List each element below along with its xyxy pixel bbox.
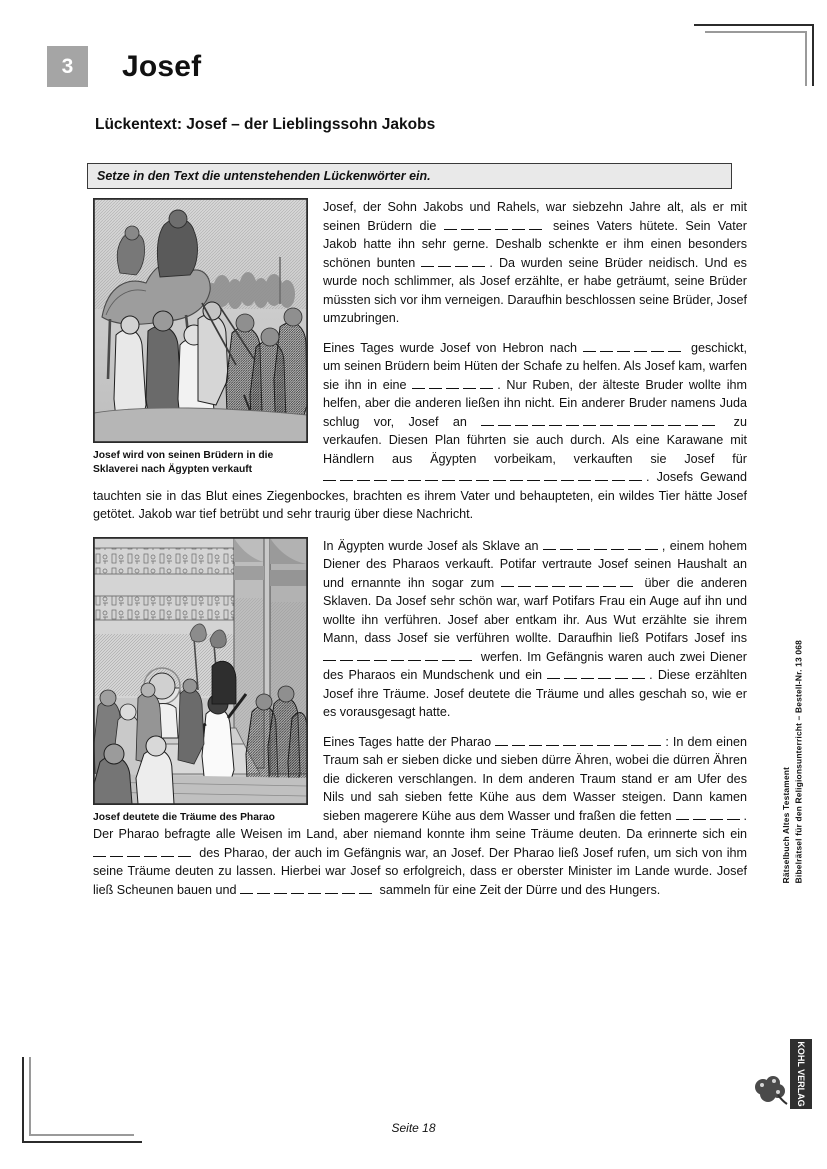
answer-blank-group[interactable]	[547, 668, 649, 682]
answer-blank-group[interactable]	[583, 341, 685, 355]
answer-blank[interactable]	[374, 469, 387, 481]
answer-blank[interactable]	[459, 469, 472, 481]
answer-blank-group[interactable]	[543, 539, 662, 553]
paragraph-1: Josef, der Sohn Jakobs und Rahels, war siebzehn Jahre alt, als er mit seinen Brüdern die seines Vaters hütete. Sein Vater Jakob hatte ihn sehr gerne. Deshalb schenkte er ihm einen besonders schönen bunten . Da wurden seine Brüder neidisch. Und es wurde noch schlimmer, als Josef erzählte, er habe geträumt, seine Brüder müssten sich vor ihm verneigen. Daraufhin beschlossen seine Brüder, Josef umzubringen.	[323, 200, 747, 325]
answer-blank[interactable]	[478, 218, 491, 230]
publisher-name: KOHL VERLAG	[796, 1041, 806, 1107]
answer-blank-group[interactable]	[412, 378, 497, 392]
answer-blank[interactable]	[611, 538, 624, 550]
answer-blank[interactable]	[518, 575, 531, 587]
answer-blank[interactable]	[512, 218, 525, 230]
page-title: Josef	[122, 49, 202, 83]
answer-blank-group[interactable]	[501, 576, 637, 590]
answer-blank[interactable]	[617, 340, 630, 352]
answer-blank[interactable]	[651, 340, 664, 352]
answer-blank[interactable]	[463, 377, 476, 389]
answer-blank[interactable]	[668, 340, 681, 352]
answer-blank[interactable]	[357, 649, 370, 661]
answer-blank[interactable]	[510, 469, 523, 481]
answer-blank[interactable]	[495, 734, 508, 746]
answer-blank[interactable]	[408, 469, 421, 481]
answer-blank[interactable]	[600, 414, 613, 426]
figure-josef-sold	[93, 198, 308, 476]
answer-blank[interactable]	[676, 808, 689, 820]
answer-blank[interactable]	[543, 538, 556, 550]
answer-blank[interactable]	[529, 218, 542, 230]
answer-blank[interactable]	[444, 218, 457, 230]
answer-blank[interactable]	[429, 377, 442, 389]
answer-blank[interactable]	[529, 734, 542, 746]
answer-blank[interactable]	[442, 469, 455, 481]
instruction-box	[87, 163, 732, 189]
bracket-line-inner-vertical	[805, 31, 807, 86]
answer-blank-group[interactable]	[444, 219, 546, 233]
answer-blank[interactable]	[535, 575, 548, 587]
answer-blank[interactable]	[710, 808, 723, 820]
answer-blank-group[interactable]	[240, 883, 376, 897]
chapter-number-badge: 3	[47, 46, 88, 87]
answer-blank[interactable]	[597, 734, 610, 746]
answer-blank[interactable]	[586, 575, 599, 587]
answer-blank[interactable]	[421, 255, 434, 267]
answer-blank[interactable]	[110, 845, 123, 857]
answer-blank[interactable]	[564, 667, 577, 679]
answer-blank[interactable]	[476, 469, 489, 481]
answer-blank[interactable]	[561, 469, 574, 481]
answer-blank[interactable]	[532, 414, 545, 426]
answer-blank[interactable]	[645, 538, 658, 550]
answer-blank[interactable]	[581, 667, 594, 679]
exercise-subtitle: Lückentext: Josef – der Lieblingssohn Jakobs	[95, 116, 436, 133]
answer-blank[interactable]	[461, 218, 474, 230]
answer-blank[interactable]	[549, 414, 562, 426]
answer-blank[interactable]	[595, 469, 608, 481]
tree-icon	[754, 1075, 788, 1105]
answer-blank[interactable]	[93, 845, 106, 857]
bracket-line-inner-horizontal	[705, 31, 807, 33]
page-header	[47, 46, 201, 87]
answer-blank[interactable]	[323, 469, 336, 481]
answer-blank[interactable]	[615, 667, 628, 679]
answer-blank[interactable]	[425, 469, 438, 481]
answer-blank[interactable]	[631, 734, 644, 746]
answer-blank[interactable]	[512, 734, 525, 746]
answer-blank[interactable]	[628, 538, 641, 550]
sidebar-imprint-vertical	[780, 640, 805, 883]
answer-blank[interactable]	[161, 845, 174, 857]
answer-blank[interactable]	[481, 414, 494, 426]
answer-blank[interactable]	[552, 575, 565, 587]
answer-blank[interactable]	[620, 575, 633, 587]
answer-blank[interactable]	[391, 469, 404, 481]
answer-blank[interactable]	[577, 538, 590, 550]
answer-blank-group[interactable]	[495, 735, 665, 749]
answer-blank[interactable]	[274, 882, 287, 894]
bracket-line-outer-vertical	[812, 24, 814, 86]
answer-blank[interactable]	[648, 734, 661, 746]
answer-blank[interactable]	[257, 882, 270, 894]
answer-blank[interactable]	[425, 649, 438, 661]
answer-blank[interactable]	[634, 414, 647, 426]
imprint-line-2: Bibelrätsel für den Religionsunterricht – Bestell-Nr. 13 068	[793, 640, 804, 884]
publisher-logo	[752, 1039, 814, 1111]
answer-blank[interactable]	[693, 808, 706, 820]
answer-blank[interactable]	[240, 882, 253, 894]
answer-blank[interactable]	[563, 734, 576, 746]
answer-blank[interactable]	[560, 538, 573, 550]
page-footer	[0, 1121, 827, 1135]
answer-blank[interactable]	[127, 845, 140, 857]
answer-blank[interactable]	[144, 845, 157, 857]
answer-blank[interactable]	[495, 218, 508, 230]
answer-blank[interactable]	[459, 649, 472, 661]
answer-blank[interactable]	[442, 649, 455, 661]
answer-blank[interactable]	[438, 255, 451, 267]
josef-interprets-dreams-engraving	[93, 537, 308, 805]
publisher-name-bar	[790, 1039, 812, 1109]
answer-blank[interactable]	[614, 734, 627, 746]
answer-blank[interactable]	[359, 882, 372, 894]
answer-blank[interactable]	[629, 469, 642, 481]
answer-blank[interactable]	[566, 414, 579, 426]
answer-blank[interactable]	[374, 649, 387, 661]
answer-blank[interactable]	[544, 469, 557, 481]
answer-blank[interactable]	[493, 469, 506, 481]
answer-blank-group[interactable]	[93, 846, 195, 860]
answer-blank[interactable]	[583, 414, 596, 426]
answer-blank-group[interactable]	[421, 256, 489, 270]
answer-blank[interactable]	[685, 414, 698, 426]
figure-caption: Josef deutete die Träume des Pharao	[93, 811, 275, 823]
answer-blank[interactable]	[668, 414, 681, 426]
answer-blank[interactable]	[455, 255, 468, 267]
worksheet-body	[93, 198, 747, 910]
answer-blank[interactable]	[603, 575, 616, 587]
imprint-line-1: Rätselbuch Altes Testament	[780, 766, 791, 884]
answer-blank[interactable]	[472, 255, 485, 267]
corner-bracket-top-right	[694, 24, 814, 86]
answer-blank[interactable]	[412, 377, 425, 389]
answer-blank[interactable]	[632, 667, 645, 679]
answer-blank[interactable]	[501, 575, 514, 587]
answer-blank[interactable]	[408, 649, 421, 661]
instruction-text: Setze in den Text die untenstehenden Lückenwörter ein.	[97, 169, 431, 183]
josef-sold-engraving	[93, 198, 308, 443]
answer-blank-group[interactable]	[323, 650, 476, 664]
answer-blank-group[interactable]	[481, 415, 719, 429]
answer-blank[interactable]	[515, 414, 528, 426]
answer-blank[interactable]	[598, 667, 611, 679]
answer-blank[interactable]	[578, 469, 591, 481]
answer-blank[interactable]	[291, 882, 304, 894]
answer-blank[interactable]	[569, 575, 582, 587]
answer-blank[interactable]	[340, 649, 353, 661]
answer-blank[interactable]	[547, 667, 560, 679]
answer-blank[interactable]	[480, 377, 493, 389]
answer-blank[interactable]	[617, 414, 630, 426]
answer-blank[interactable]	[323, 649, 336, 661]
answer-blank[interactable]	[391, 649, 404, 661]
answer-blank[interactable]	[342, 882, 355, 894]
answer-blank[interactable]	[308, 882, 321, 894]
answer-blank-group[interactable]	[323, 470, 646, 484]
answer-blank[interactable]	[546, 734, 559, 746]
answer-blank[interactable]	[727, 808, 740, 820]
answer-blank[interactable]	[498, 414, 511, 426]
answer-blank[interactable]	[612, 469, 625, 481]
bracket-line-outer-horizontal	[22, 1141, 142, 1143]
answer-blank[interactable]	[634, 340, 647, 352]
answer-blank-group[interactable]	[676, 809, 744, 823]
answer-blank[interactable]	[594, 538, 607, 550]
paragraph-2: Eines Tages wurde Josef von Hebron nach geschickt, um seinen Brüdern beim Hüten der Schafe zu helfen. Als Josef kam, warfen sie ihn in eine . Nur Ruben, der älteste Bruder wollte ihm helfen, aber die anderen ließen ihn nicht. Ein anderer Bruder namens Juda schlug vor, Josef an zu verkaufen. Diesen Plan führten sie auch durch. Als eine Karawane mit Händlern aus Ägypten vorbeikam, verkauften sie Josef für . Josefs Gewand tauchten sie in das Blut eines Ziegenbockes, brachten es ihrem Vater und behaupteten, ein wildes Tier hätte Josef getötet. Jakob war tief betrübt und sehr traurig über diese Nachricht.	[93, 340, 747, 521]
answer-blank[interactable]	[600, 340, 613, 352]
answer-blank[interactable]	[178, 845, 191, 857]
bracket-line-outer-horizontal	[694, 24, 814, 26]
answer-blank[interactable]	[580, 734, 593, 746]
answer-blank[interactable]	[357, 469, 370, 481]
answer-blank[interactable]	[446, 377, 459, 389]
answer-blank[interactable]	[527, 469, 540, 481]
page-number-label: Seite 18	[391, 1121, 436, 1135]
paragraph-3: In Ägypten wurde Josef als Sklave an , einem hohem Diener des Pharaos verkauft. Potifar vertraute Josef seinen Haushalt an und ernannte ihn sogar zum über die anderen Sklaven. Da Josef sehr schön war, warf Potifars Frau ein Auge auf ihn und wollte ihn verführen. Josef aber entkam ihr. Aus Wut erzählte sie ihrem Mann, dass Josef sie verführen wollte. Daraufhin ließ Potifars Josef ins werfen. Im Gefängnis waren auch zwei Diener des Pharaos ein Mundschenk und ein . Diese erzählten Josef ihre Träume. Josef deutete die Träume und alles geschah so, wie er es vorausgesagt hatte.	[323, 538, 748, 719]
answer-blank[interactable]	[651, 414, 664, 426]
paragraph-4: Eines Tages hatte der Pharao : In dem einen Traum sah er sieben dicke und sieben dürre Ähren, wobei die dürren Ähren die dickeren verschlangen. In dem anderen Traum stand er am Ufer des Nils und sah sieben fette Kühe aus dem Wasser steigen. Dann kamen sieben magerere Kühe aus dem Wasser und fraßen die fetten . Der Pharao befragte alle Weisen im Land, aber niemand konnte ihm seine Träume deuten. Da erinnerte sich ein des Pharao, der auch im Gefängnis war, an Josef. Der Pharao ließ Josef rufen, um sich von ihm seine Träume deuten zu lassen. Hierbei war Josef so erfolgreich, dass er oberster Minister im Lande wurde. Josef ließ Scheunen bauen und sammeln für eine Zeit der Dürre und des Hungers.	[93, 734, 747, 897]
figure-josef-dreams	[93, 537, 308, 825]
figure-caption: Josef wird von seinen Brüdern in die Sklaverei nach Ägypten verkauft	[93, 450, 274, 475]
answer-blank[interactable]	[340, 469, 353, 481]
answer-blank[interactable]	[702, 414, 715, 426]
answer-blank[interactable]	[583, 340, 596, 352]
answer-blank[interactable]	[325, 882, 338, 894]
